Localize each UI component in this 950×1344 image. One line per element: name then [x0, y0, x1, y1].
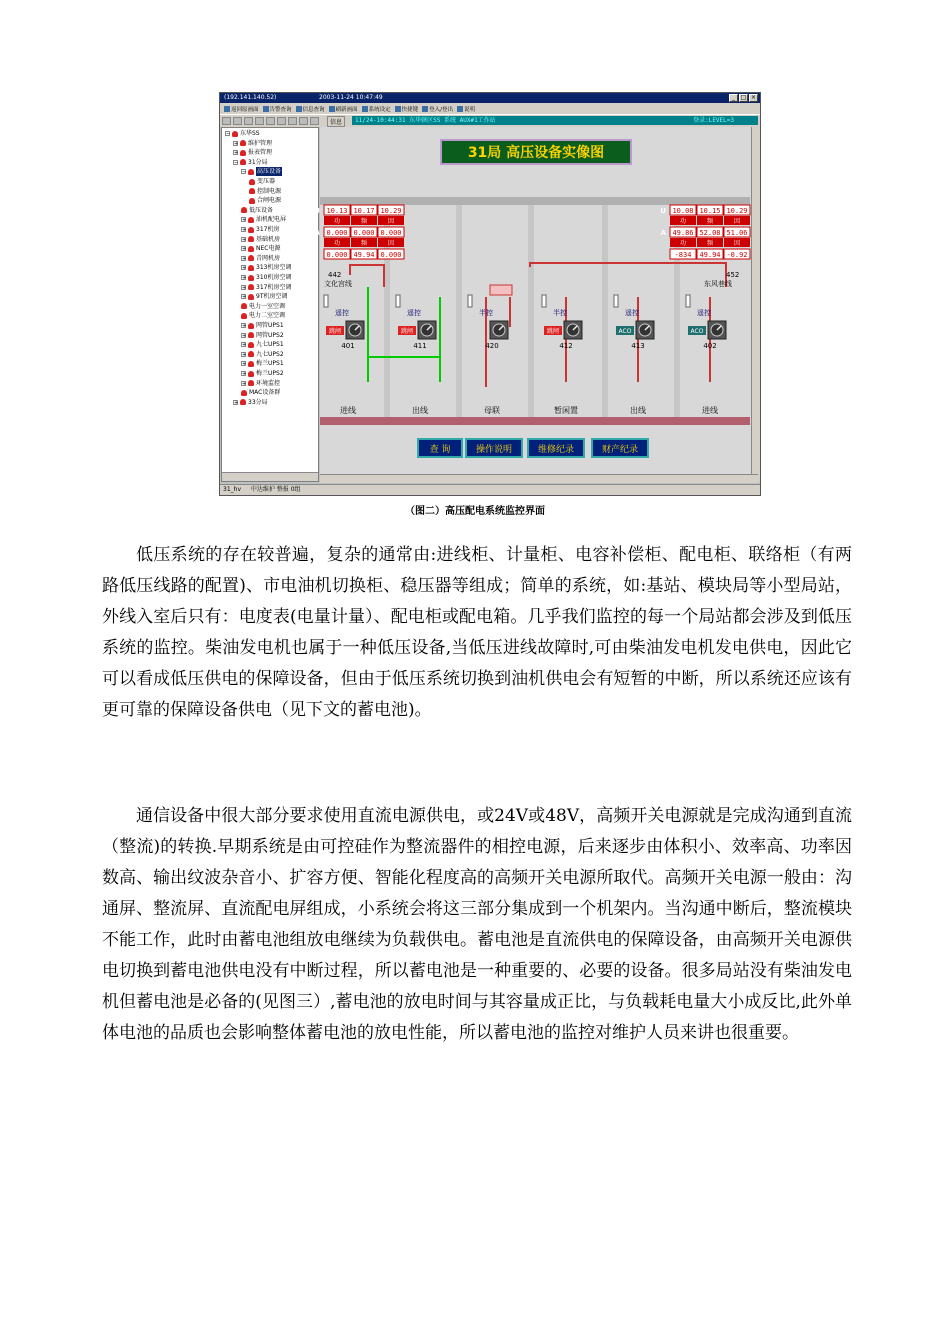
tree-item-label: 青网机房 [256, 254, 281, 262]
tree-item-label: 网管UPS1 [256, 322, 284, 329]
tree-item-label: 变压器 [257, 178, 276, 185]
device-icon [241, 207, 247, 213]
menu-help[interactable]: 说明 [457, 105, 475, 113]
window-titlebar [220, 93, 760, 103]
device-icon [248, 236, 254, 242]
action-button[interactable] [592, 439, 648, 457]
tree-item-label: 317机房 [256, 226, 280, 233]
info-message: 11/24-10:44:31 东华辖区SS 系统 AUX#1工作站 [355, 117, 496, 124]
tree-item-label: 310机房空调 [256, 274, 292, 281]
tree-item[interactable] [241, 311, 285, 320]
window-title: (192.141.140.52) [224, 94, 277, 101]
tree-item[interactable] [241, 215, 286, 224]
right-meter-row-label: U [660, 207, 666, 215]
expand-icon[interactable]: + [242, 284, 247, 291]
tree-item-label: 环境监控 [256, 379, 281, 387]
device-icon [249, 188, 255, 194]
left-meter-value: 0.000 [380, 251, 402, 259]
tree-item[interactable] [249, 187, 281, 196]
horizontal-scrollbar[interactable] [320, 474, 758, 483]
right-meter-header-label: 功 [679, 240, 687, 247]
device-tree [221, 127, 319, 482]
toolbar-button-7[interactable] [288, 117, 297, 125]
tree-item-label: 报表管理 [248, 149, 273, 157]
window-timestamp: 2003-11-24 10:47:49 [319, 94, 383, 101]
expand-icon[interactable]: + [242, 380, 247, 387]
left-meter-value: 10.29 [380, 207, 402, 215]
cabinet-state: ACO [690, 328, 704, 335]
switch-handle [542, 295, 546, 307]
expand-icon[interactable]: + [242, 227, 247, 233]
vertical-scrollbar[interactable] [751, 127, 760, 482]
device-icon [248, 361, 254, 367]
device-icon [248, 227, 254, 233]
tree-item-label: 东华SS [240, 130, 260, 137]
diagram-panel [314, 127, 758, 482]
right-meter-header-label: 功 [679, 218, 687, 225]
tree-item-label: 9T机房空调 [256, 293, 288, 301]
device-icon [241, 390, 247, 396]
cabinet-id: 413 [631, 342, 645, 350]
bottom-rail [320, 417, 750, 425]
left-meter-header-label: 功 [333, 240, 341, 247]
tree-item-label: MAC设备群 [249, 389, 281, 397]
cabinet-mode: 半控 [479, 309, 493, 317]
toolbar-button-2[interactable] [233, 117, 242, 125]
left-meter-value: 0.000 [380, 229, 402, 237]
tree-item-label: 基础机房 [256, 235, 281, 243]
switch-handle [324, 295, 328, 307]
right-meter-header-label: 频 [706, 218, 714, 225]
section-label: 母联 [484, 406, 500, 415]
device-icon [232, 131, 238, 137]
menu-bar [220, 103, 760, 114]
tree-item[interactable] [249, 196, 281, 205]
expand-icon[interactable]: + [242, 361, 247, 368]
tree-item-label: 梅兰UPS1 [256, 360, 284, 368]
status-right: 中达维护 整报 0组 [250, 486, 301, 493]
device-icon [241, 313, 247, 319]
left-meter-header-label: 频 [360, 240, 368, 247]
section-label: 出线 [412, 406, 428, 415]
expand-icon[interactable]: + [234, 140, 239, 147]
tree-item[interactable] [241, 167, 282, 176]
left-meter-row-label: U [314, 207, 320, 215]
left-meter-value: 0.000 [353, 229, 375, 237]
cabinet-id: 411 [413, 342, 427, 350]
toolbar-button-5[interactable] [266, 117, 275, 125]
expand-icon[interactable]: + [234, 150, 239, 157]
left-meter-row-label: A [314, 229, 320, 237]
tree-item[interactable] [241, 340, 284, 349]
device-icon [248, 332, 254, 338]
expand-icon[interactable]: + [242, 351, 247, 358]
left-meter-header-label: 因 [387, 240, 395, 247]
tree-item-label: 控制电源 [257, 187, 282, 195]
cabinet-divider [456, 205, 462, 417]
right-meter-row-label: A [660, 229, 666, 237]
tree-item[interactable] [241, 273, 291, 282]
right-meter-value: 51.06 [726, 229, 748, 237]
tree-item[interactable] [241, 225, 279, 234]
expand-icon[interactable]: + [242, 236, 247, 243]
device-icon [241, 303, 247, 309]
expand-icon[interactable]: + [242, 275, 247, 281]
tree-item[interactable] [241, 254, 280, 263]
tree-item[interactable] [241, 292, 287, 301]
switch-handle [468, 295, 472, 307]
device-icon [249, 179, 255, 185]
screenshot-figure [219, 92, 761, 496]
menu-alarm[interactable]: 告警查询 [263, 105, 292, 113]
info-message-bar [352, 116, 758, 125]
right-meter-value: 10.29 [726, 207, 748, 215]
diagram-title: 31局 高压设备实像图 [467, 145, 605, 161]
tree-item[interactable] [241, 321, 284, 330]
tree-item[interactable] [241, 283, 291, 292]
settings-icon [362, 106, 368, 112]
tree-item[interactable] [241, 359, 284, 368]
menu-refresh[interactable]: 刷新画面 [329, 105, 358, 113]
tree-item-label: 电力一室空调 [249, 302, 286, 310]
toolbar-button-3[interactable] [244, 117, 253, 125]
device-icon [248, 323, 254, 329]
tree-item-label: 油机配电屏 [256, 216, 287, 224]
cabinet-id: 402 [703, 342, 717, 350]
device-icon [240, 140, 246, 146]
maximize-button[interactable]: □ [740, 94, 747, 101]
tree-item[interactable] [233, 158, 268, 167]
tree-item[interactable] [241, 235, 280, 244]
cabinet-state: 跳闸 [328, 328, 342, 335]
tree-item-label: 电力二室空调 [249, 312, 286, 320]
tree-item-label: 33分局 [248, 398, 268, 406]
cabinet-state: 跳闸 [400, 328, 414, 335]
toolbar-button-6[interactable] [277, 117, 286, 125]
menu-shortcut[interactable]: 快捷键 [395, 105, 419, 113]
toolbar-button-8[interactable] [299, 117, 308, 125]
action-button-label: 财产纪录 [601, 445, 639, 455]
collapse-icon[interactable]: − [234, 159, 239, 166]
right-meter-header-label: 因 [733, 240, 741, 247]
tree-item-label: 313机房空调 [256, 264, 292, 272]
device-icon [249, 198, 255, 204]
right-meter-value: -0.92 [726, 251, 748, 259]
device-icon [248, 371, 254, 377]
shortcut-icon [395, 106, 401, 112]
device-icon [240, 159, 246, 165]
tree-item-label: 31分局 [248, 158, 268, 166]
tree-item[interactable] [241, 379, 280, 388]
switch-handle [686, 295, 690, 307]
switch-handle [396, 295, 400, 307]
help-icon [457, 106, 463, 112]
paragraph-1: 低压系统的存在较普遍，复杂的通常由:进线柜、计量柜、电容补偿柜、配电柜、联络柜（有两路低压线路的配置)、市电油机切换柜、稳压器等组成；简单的系统，如:基站、模块局等小型局站，外线入室后只有：电度表(电量计量）、配电柜或配电箱。几乎我们监控的每一个局站都会涉及到低压系统的监控。柴油发电机也属于一种低压设备,当低压进线故障时,可由柴油发电机发电供电，因此它可以看成低压供电的保障设备，但由于低压系统切换到油机供电会有短暂的中断，所以系统还应该有更可靠的保障设备供电（见下文的蓄电池)。 [102, 545, 852, 720]
back-icon [224, 106, 230, 112]
action-button-label: 操作说明 [475, 445, 513, 455]
expand-icon[interactable]: + [242, 323, 247, 329]
tree-item[interactable] [241, 263, 291, 272]
section-label: 暂闲置 [554, 406, 578, 415]
action-button[interactable] [528, 439, 584, 457]
expand-icon[interactable]: + [242, 371, 247, 377]
collapse-icon[interactable]: − [242, 169, 247, 176]
menu-login[interactable]: 登入/登出 [422, 105, 453, 113]
expand-icon[interactable]: + [234, 399, 239, 406]
right-meter-value: -834 [674, 251, 692, 259]
toolbar-button-9[interactable] [310, 117, 319, 125]
tree-item[interactable] [233, 139, 272, 148]
device-icon [240, 399, 246, 405]
device-icon [248, 265, 254, 271]
login-icon [422, 106, 428, 112]
right-meter-value: 49.86 [672, 229, 694, 237]
tree-item-label: 合闸电源 [257, 197, 282, 205]
action-button-label: 维修纪录 [537, 445, 575, 455]
tree-item-label: 317机房空调 [256, 283, 292, 291]
expand-icon[interactable]: + [242, 255, 247, 262]
tree-item[interactable] [241, 302, 285, 311]
left-meter-value: 49.94 [353, 251, 375, 259]
tree-horizontal-scrollbar[interactable] [222, 472, 318, 481]
menu-info[interactable]: 信息查询 [296, 105, 325, 113]
device-icon [248, 294, 254, 300]
device-icon [248, 380, 254, 386]
top-rail [320, 197, 750, 205]
menu-back[interactable]: 返回原画面 [224, 105, 259, 113]
cabinet-id: 401 [341, 342, 355, 350]
left-meter-value: 0.000 [326, 229, 348, 237]
device-icon [248, 275, 254, 281]
expand-icon[interactable]: + [242, 265, 247, 272]
tree-item-label: 高压设备 [257, 168, 282, 176]
menu-settings[interactable]: 系统设定 [362, 105, 391, 113]
right-meter-header-label: 频 [706, 240, 714, 247]
line-name-left: 文化宫线 [324, 280, 352, 288]
info-icon [296, 106, 302, 112]
left-meter-value: 0.000 [326, 251, 348, 259]
tree-item[interactable] [233, 398, 268, 407]
paragraph-2: 通信设备中很大部分要求使用直流电源供电，或24V或48V，高频开关电源就是完成沟通到直流（整流)的转换.早期系统是由可控硅作为整流器件的相控电源，后来逐步由体积小、效率高、功率因数高、输出纹波杂音小、扩容方便、智能化程度高的高频开关电源所取代。高频开关电源一般由：沟通屏、整流屏、直流配电屏组成，小系统会将这三部分集成到一个机架内。当沟通中断后，整流模块不能工作，此时由蓄电池组放电继续为负载供电。蓄电池是直流供电的保障设备，由高频开关电源供电切换到蓄电池供电没有中断过程，所以蓄电池是一种重要的、必要的设备。很多局站没有柴油发电机但蓄电池是必备的(见图三）,蓄电池的放电时间与其容量成正比，与负载耗电量大小成反比,此外单体电池的品质也会影响整体蓄电池的放电性能，所以蓄电池的监控对维护人员来讲也很重要。 [102, 806, 852, 1043]
toolbar-button-4[interactable] [255, 117, 264, 125]
cabinet-mode: 遥控 [407, 309, 421, 317]
left-meter-value: 10.17 [353, 207, 375, 215]
section-label: 出线 [630, 406, 646, 415]
status-left: 31_hv [223, 486, 241, 493]
tree-item[interactable] [233, 148, 272, 157]
high-voltage-diagram [314, 127, 758, 482]
tree-item[interactable] [241, 244, 280, 253]
cabinet-mode: 半控 [553, 309, 567, 317]
left-meter-header-label: 功 [333, 218, 341, 225]
cabinet-state: ACO [618, 328, 632, 335]
line-id-right: 452 [726, 271, 740, 279]
expand-icon[interactable]: + [242, 332, 247, 339]
left-meter-header-label: 因 [387, 218, 395, 225]
action-button-label: 查 询 [429, 445, 451, 455]
line-name-right: 东风巷线 [704, 280, 732, 288]
device-icon [240, 150, 246, 156]
alarm-icon [263, 106, 269, 112]
device-icon [248, 342, 254, 348]
right-meter-value: 52.08 [699, 229, 721, 237]
tree-item[interactable] [225, 129, 260, 138]
action-button[interactable] [418, 439, 462, 457]
tree-item-label: 梅兰UPS2 [256, 370, 284, 377]
tree-item[interactable] [241, 350, 284, 359]
tree-item[interactable] [241, 331, 284, 340]
expand-icon[interactable]: + [242, 246, 247, 253]
cabinet-divider [602, 205, 608, 417]
tree-item-label: 维护管理 [248, 139, 273, 147]
collapse-icon[interactable]: − [226, 131, 231, 137]
right-meter-value: 49.94 [699, 251, 721, 259]
action-buttons [418, 439, 648, 457]
section-label: 进线 [340, 406, 356, 415]
tree-item-label: 九七UPS2 [256, 350, 284, 358]
switch-handle [614, 295, 618, 307]
expand-icon[interactable]: + [242, 342, 247, 349]
left-meter-value: 10.13 [326, 207, 348, 215]
cabinet-id: 412 [559, 342, 573, 350]
tree-item-label: 九七UPS1 [256, 341, 284, 349]
device-icon [248, 169, 254, 175]
figure-caption: （图二）高压配电系统监控界面 [405, 506, 545, 517]
device-icon [248, 217, 254, 223]
cabinet-mode: 遥控 [625, 309, 639, 317]
cabinet-divider [528, 205, 534, 417]
expand-icon[interactable]: + [242, 294, 247, 301]
tree-item[interactable] [249, 177, 275, 186]
status-bar [220, 484, 760, 495]
tree-item-label: 低压设备 [249, 206, 274, 214]
device-icon [248, 284, 254, 290]
tree-item[interactable] [241, 206, 273, 215]
cabinet-mode: 遥控 [697, 309, 711, 317]
device-icon [248, 246, 254, 252]
cabinet-state: 跳闸 [546, 328, 560, 335]
action-button[interactable] [466, 439, 522, 457]
minimize-button[interactable]: _ [729, 94, 738, 102]
right-meter-value: 10.15 [699, 207, 721, 215]
cabinet-mode: 遥控 [335, 309, 349, 317]
info-label: 信息 [327, 116, 345, 127]
tree-item[interactable] [241, 369, 284, 378]
right-meter-header-label: 因 [733, 218, 741, 225]
right-meter-value: 10.08 [672, 207, 694, 215]
cabinet-id: 420 [485, 342, 499, 350]
toolbar-button-1[interactable] [222, 117, 231, 125]
tree-item-label: 网管UPS2 [256, 331, 284, 339]
device-icon [248, 255, 254, 261]
login-level: 登录:LEVEL=3 [693, 117, 734, 124]
tree-item[interactable] [241, 388, 280, 397]
bus-tie-breaker [490, 285, 512, 295]
close-button[interactable]: × [750, 94, 757, 101]
line-id-left: 442 [328, 271, 342, 279]
expand-icon[interactable]: + [242, 217, 247, 224]
left-meter-header-label: 频 [360, 218, 368, 225]
refresh-icon [329, 106, 335, 112]
tree-item-label: NEC电源 [256, 245, 281, 253]
device-icon [248, 351, 254, 357]
section-label: 进线 [702, 406, 718, 415]
